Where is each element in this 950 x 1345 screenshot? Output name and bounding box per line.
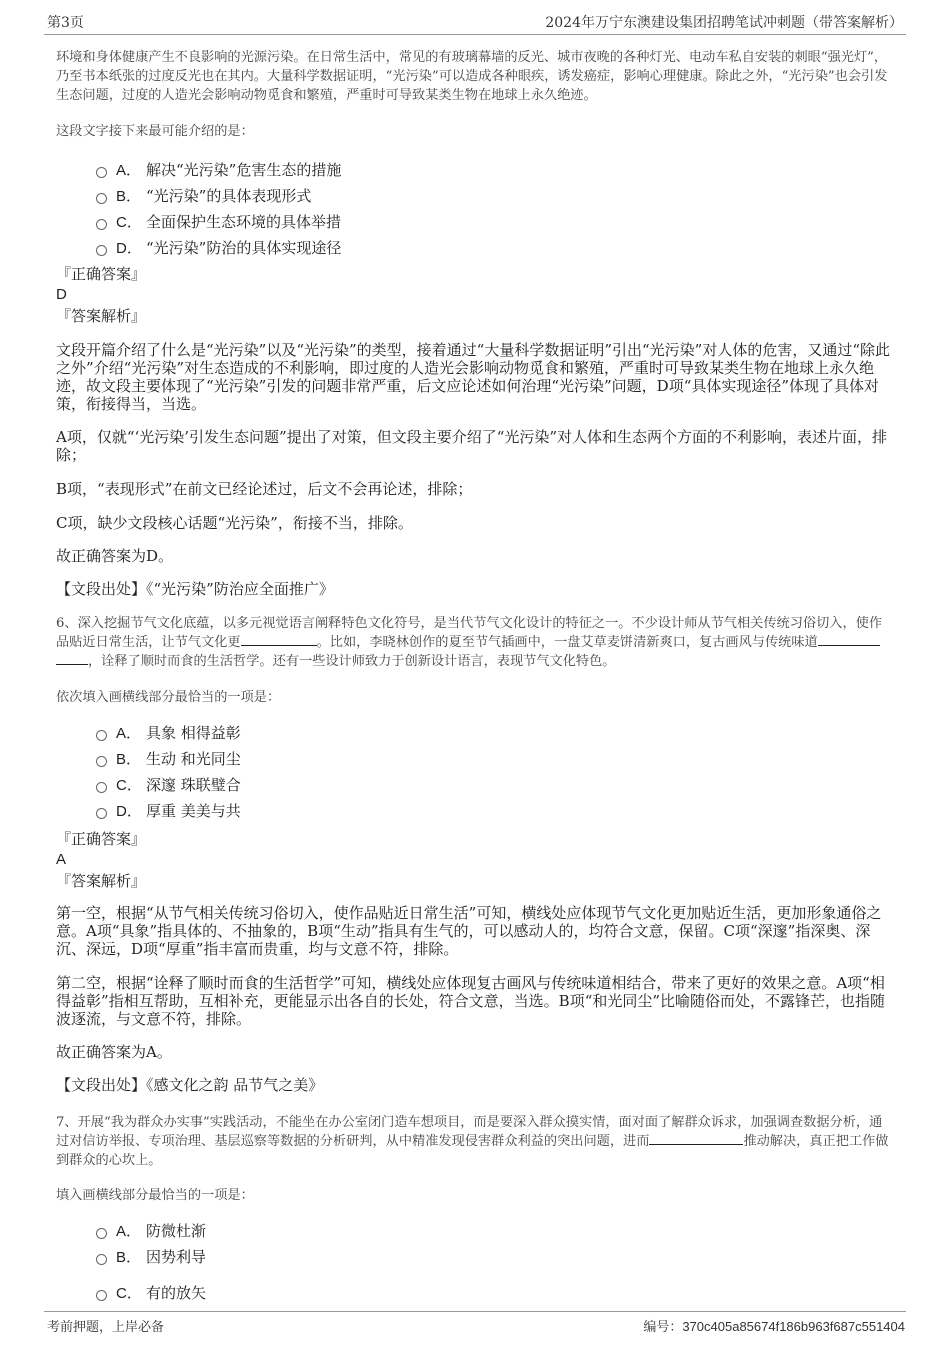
q5-passage [56, 48, 894, 105]
footer-slogan: 考前押题，上岸必备 [47, 1320, 165, 1335]
analysis-paragraph: 第一空，根据“从节气相关传统习俗切入，使作品贴近日常生活”可知，横线处应体现节气文化更加贴近生活，更加形象通俗之意。A项“具象”指具体的、不抽象的，B项“生动”指具有生气的，可以感动人的，均符合文意，保留。C项“深邃”指深奥、深沉、深远，D项“厚重”指丰富而贵重，均与文意不符，排除。 [56, 904, 882, 958]
page-header [0, 0, 950, 34]
q6-options [96, 719, 241, 823]
answer-label: 『正确答案』 [56, 265, 147, 283]
analysis-paragraph: 文段开篇介绍了什么是“光污染”以及“光污染”的类型，接着通过“大量科学数据证明”引出“光污染”对人体的危害，又通过“除此之外”介绍“光污染”对生态造成的不利影响，即过度的人造光会影响动物觅食和繁殖，严重时可导致某类生物在地球上永久绝迹，故文段主要体现了“光污染”引发的问题非常严重，后文应论述如何治理“光污染”问题，D项“具体实现途径”体现了具体对策，衔接得当，当选。 [56, 341, 891, 413]
q5-option-b[interactable]: B． “光污染”的具体表现形式 [96, 182, 341, 208]
q6-source [56, 1076, 894, 1094]
analysis-paragraph: C项，缺少文段核心话题“光污染”，衔接不当，排除。 [56, 514, 413, 532]
q5-option-d[interactable]: D． “光污染”防治的具体实现途径 [96, 234, 341, 260]
q5-analysis-c [56, 514, 894, 532]
q5-option-c[interactable]: C． 全面保护生态环境的具体举措 [96, 208, 341, 234]
q6-option-b[interactable]: B． 生动 和光同尘 [96, 745, 241, 771]
radio-icon[interactable] [96, 193, 107, 204]
q7-stem: 7、开展“我为群众办实事”实践活动，不能坐在办公室闭门造车想项目，而是要深入群众摸实情，面对面了解群众诉求，加强调查数据分析，通过对信访举报、专项治理、基层巡察等数据的分析研判，从中精准发现侵害群众利益的突出问题，进而 推动解决，真正把工作做到群众的心坎上。 [56, 1115, 889, 1168]
radio-icon[interactable] [96, 167, 107, 178]
source-citation: 【文段出处】《感文化之韵 品节气之美》 [56, 1076, 324, 1094]
q7-option-b[interactable]: B． 因势利导 [96, 1243, 206, 1269]
analysis-paragraph: A项，仅就“‘光污染’引发生态问题”提出了对策，但文段主要介绍了“光污染”对人体和生态两个方面的不利影响，表述片面，排除； [56, 428, 888, 464]
q6-option-a[interactable]: A． 具象 相得益彰 [96, 719, 241, 745]
blank-1 [649, 1132, 743, 1145]
q5-analysis [56, 341, 894, 413]
answer-label: 『正确答案』 [56, 830, 147, 848]
q5-analysis-b [56, 480, 894, 498]
source-citation: 【文段出处】《“光污染”防治应全面推广》 [56, 580, 334, 598]
analysis-label: 『答案解析』 [56, 307, 147, 325]
answer-value: A [56, 851, 67, 868]
analysis-paragraph: B项，“表现形式”在前文已经论述过，后文不会再论述，排除； [56, 480, 473, 498]
q6-stem: 6、深入挖掘节气文化底蕴，以多元视觉语言阐释特色文化符号，是当代节气文化设计的特征之一。不少设计师从节气相关传统习俗切入，使作品贴近日常生活，让节气文化更 。比如，李晓林创作的夏至节气插画中，一盘艾草麦饼清新爽口，复古画风与传统味道 ，诠释了顺时而食的生活哲学。还有一些设计师致力于创新设计语言，表现节气文化特色。 [56, 616, 883, 669]
q6-answer-block [56, 829, 894, 891]
q5-prompt: 这段文字接下来最可能介绍的是： [56, 124, 254, 139]
answer-value: D [56, 286, 67, 303]
radio-icon[interactable] [96, 756, 107, 767]
q6-analysis-2 [56, 974, 894, 1028]
footer-divider [44, 1311, 906, 1312]
q7-options [96, 1217, 206, 1305]
radio-icon[interactable] [96, 1254, 107, 1265]
radio-icon[interactable] [96, 730, 107, 741]
document-title: 2024年万宁东澳建设集团招聘笔试冲刺题（带答案解析） [545, 15, 903, 31]
q6-option-d[interactable]: D． 厚重 美美与共 [96, 797, 241, 823]
q5-source [56, 580, 894, 598]
q6-option-c[interactable]: C． 深邃 珠联璧合 [96, 771, 241, 797]
q5-passage-text: 环境和身体健康产生不良影响的光源污染。在日常生活中，常见的有玻璃幕墙的反光、城市夜晚的各种灯光、电动车私自安装的刺眼“强光灯”，乃至书本纸张的过度反光也在其内。大量科学数据证明，“光污染”可以造成各种眼疾，诱发癌症，影响心理健康。除此之外，“光污染”也会引发生态问题，过度的人造光会影响动物觅食和繁殖，严重时可导致某类生物在地球上永久绝迹。 [56, 50, 888, 103]
q6-analysis-1 [56, 904, 894, 958]
radio-icon[interactable] [96, 1290, 107, 1301]
radio-icon[interactable] [96, 782, 107, 793]
q5-options [96, 156, 341, 260]
q7-option-a[interactable]: A． 防微杜渐 [96, 1217, 206, 1243]
q6-prompt: 依次填入画横线部分最恰当的一项是： [56, 690, 281, 705]
q5-analysis-a [56, 428, 894, 464]
q5-answer-block [56, 264, 894, 326]
blank-1 [241, 633, 317, 646]
analysis-paragraph: 故正确答案为A。 [56, 1043, 172, 1061]
analysis-label: 『答案解析』 [56, 872, 147, 890]
radio-icon[interactable] [96, 1228, 107, 1239]
radio-icon[interactable] [96, 219, 107, 230]
header-divider [44, 34, 906, 35]
analysis-paragraph: 第二空，根据“诠释了顺时而食的生活哲学”可知，横线处应体现复古画风与传统味道相结合，带来了更好的效果之意。A项“相得益彰”指相互帮助，互相补充，更能显示出各自的长处，符合文意，当选。B项“和光同尘”比喻随俗而处，不露锋芒，也指随波逐流，与文意不符，排除。 [56, 974, 886, 1028]
blank-2-cont [56, 652, 88, 665]
q5-conclusion [56, 547, 894, 565]
radio-icon[interactable] [96, 808, 107, 819]
radio-icon[interactable] [96, 245, 107, 256]
q5-option-a[interactable]: A． 解决“光污染”危害生态的措施 [96, 156, 341, 182]
blank-2 [818, 633, 880, 646]
q7-prompt: 填入画横线部分最恰当的一项是： [56, 1188, 254, 1203]
q6-conclusion [56, 1043, 894, 1061]
q7-option-c[interactable]: C． 有的放矢 [96, 1279, 206, 1305]
analysis-paragraph: 故正确答案为D。 [56, 547, 174, 565]
document-code: 编号：370c405a85674f186b963f687c551404 [643, 1319, 905, 1335]
page-number: 第3页 [47, 15, 84, 31]
